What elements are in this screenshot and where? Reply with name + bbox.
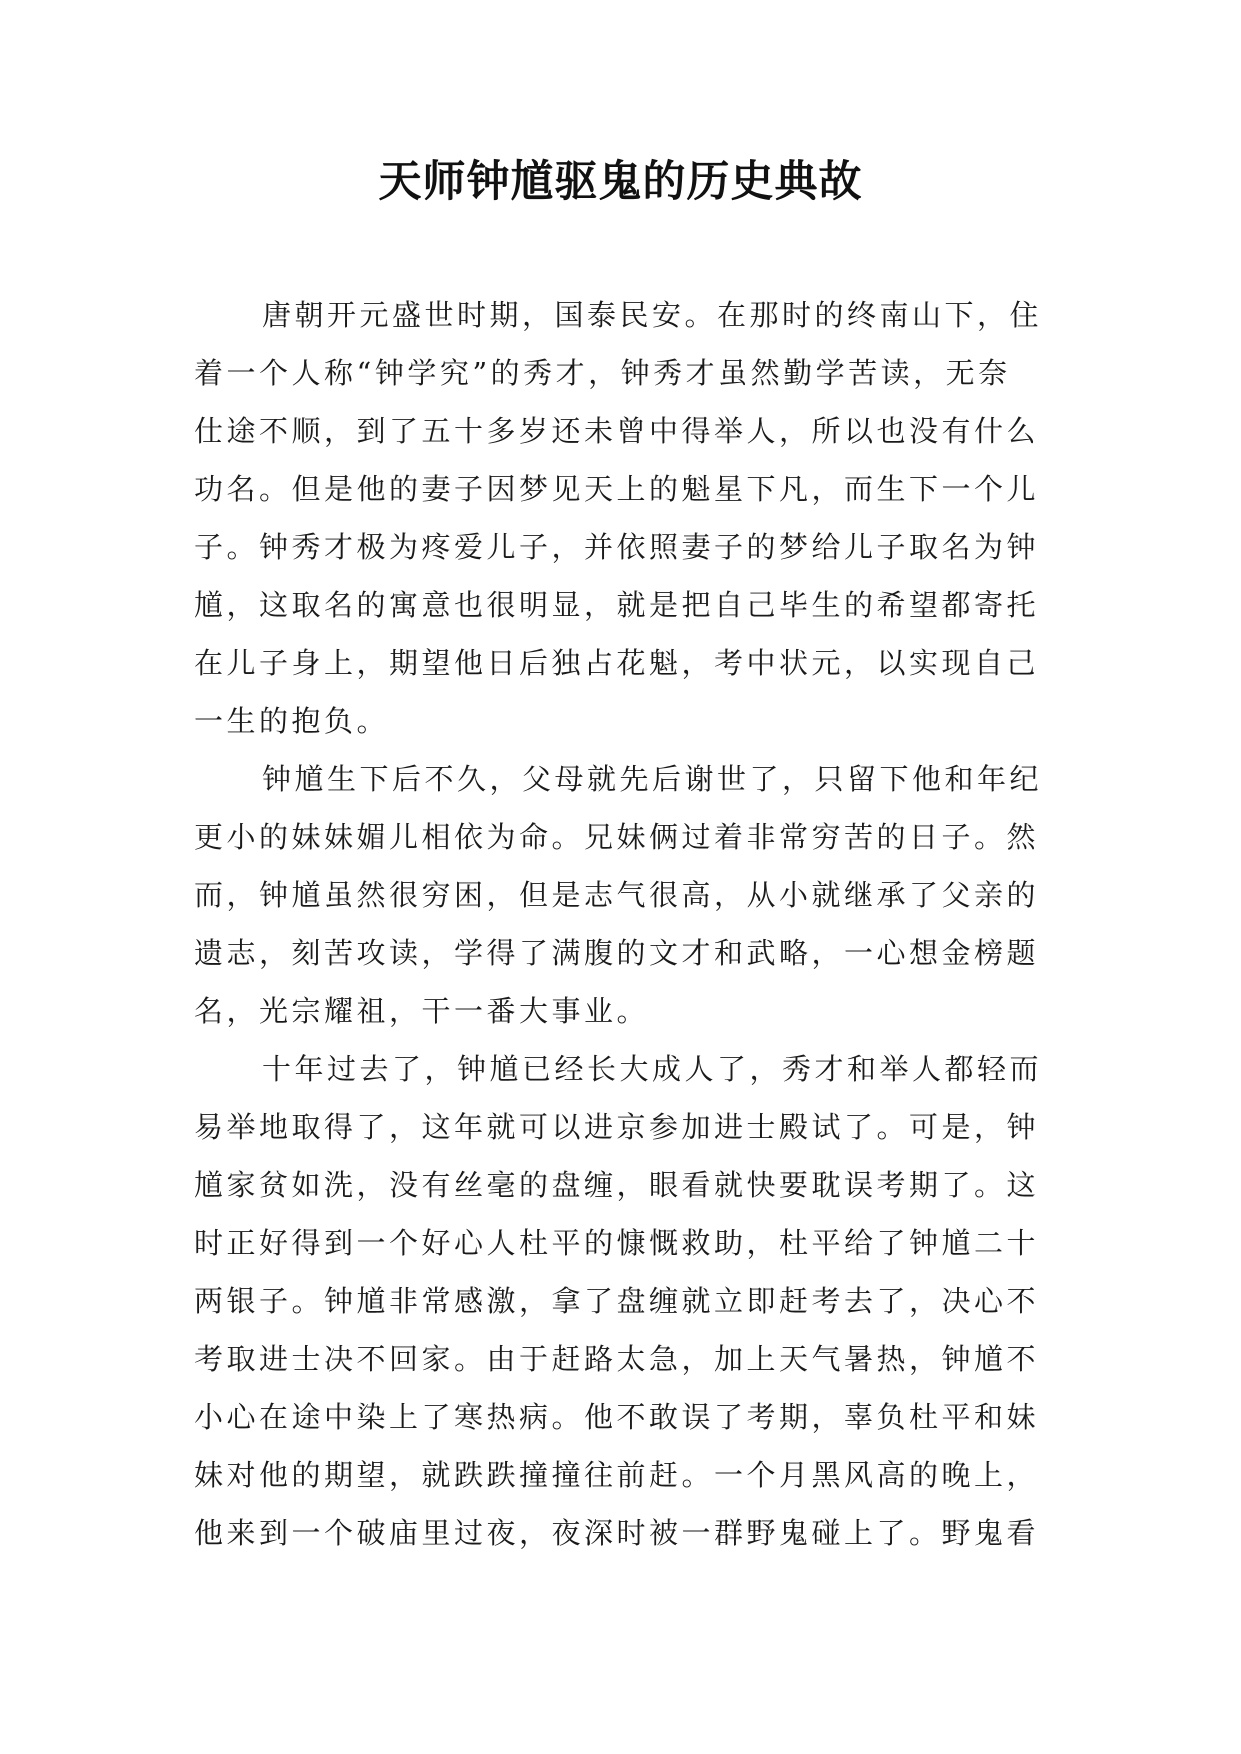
body-line: 考取进士决不回家。由于赶路太急，加上天气暑热，钟馗不: [194, 1342, 1040, 1376]
body-line: 钟馗生下后不久，父母就先后谢世了，只留下他和年纪: [262, 762, 1043, 796]
body-line: 而，钟馗虽然很穷困，但是志气很高，从小就继承了父亲的: [194, 878, 1040, 912]
body-line: 子。钟秀才极为疼爱儿子，并依照妻子的梦给儿子取名为钟: [194, 530, 1040, 564]
body-line: 一生的抱负。: [194, 704, 390, 738]
document-body: [194, 286, 1054, 1562]
body-line: 馗，这取名的寓意也很明显，就是把自己毕生的希望都寄托: [194, 588, 1040, 622]
body-line: 两银子。钟馗非常感激，拿了盘缠就立即赶考去了，决心不: [194, 1284, 1040, 1318]
document-title: 天师钟馗驱鬼的历史典故: [378, 157, 863, 207]
body-line: 在儿子身上，期望他日后独占花魁，考中状元，以实现自己: [194, 646, 1040, 680]
body-line: 着一个人称“钟学究”的秀才，钟秀才虽然勤学苦读，无奈: [194, 356, 1011, 390]
body-line: 十年过去了，钟馗已经长大成人了，秀才和举人都轻而: [262, 1052, 1043, 1086]
body-line: 更小的妹妹媚儿相依为命。兄妹俩过着非常穷苦的日子。然: [194, 820, 1040, 854]
body-line: 遗志，刻苦攻读，学得了满腹的文才和武略，一心想金榜题: [194, 936, 1040, 970]
body-line: 妹对他的期望，就跌跌撞撞往前赶。一个月黑风高的晚上，: [194, 1458, 1040, 1492]
body-line: 仕途不顺，到了五十多岁还未曾中得举人，所以也没有什么: [194, 414, 1040, 448]
body-line: 小心在途中染上了寒热病。他不敢误了考期，辜负杜平和妹: [194, 1400, 1040, 1434]
body-line: 功名。但是他的妻子因梦见天上的魁星下凡，而生下一个儿: [194, 472, 1040, 506]
body-line: 唐朝开元盛世时期，国泰民安。在那时的终南山下，住: [262, 298, 1043, 332]
body-line: 时正好得到一个好心人杜平的慷慨救助，杜平给了钟馗二十: [194, 1226, 1040, 1260]
body-line: 易举地取得了，这年就可以进京参加进士殿试了。可是，钟: [194, 1110, 1040, 1144]
body-line: 馗家贫如洗，没有丝毫的盘缠，眼看就快要耽误考期了。这: [194, 1168, 1040, 1202]
body-line: 名，光宗耀祖，干一番大事业。: [194, 994, 650, 1028]
body-line: 他来到一个破庙里过夜，夜深时被一群野鬼碰上了。野鬼看: [194, 1516, 1040, 1550]
